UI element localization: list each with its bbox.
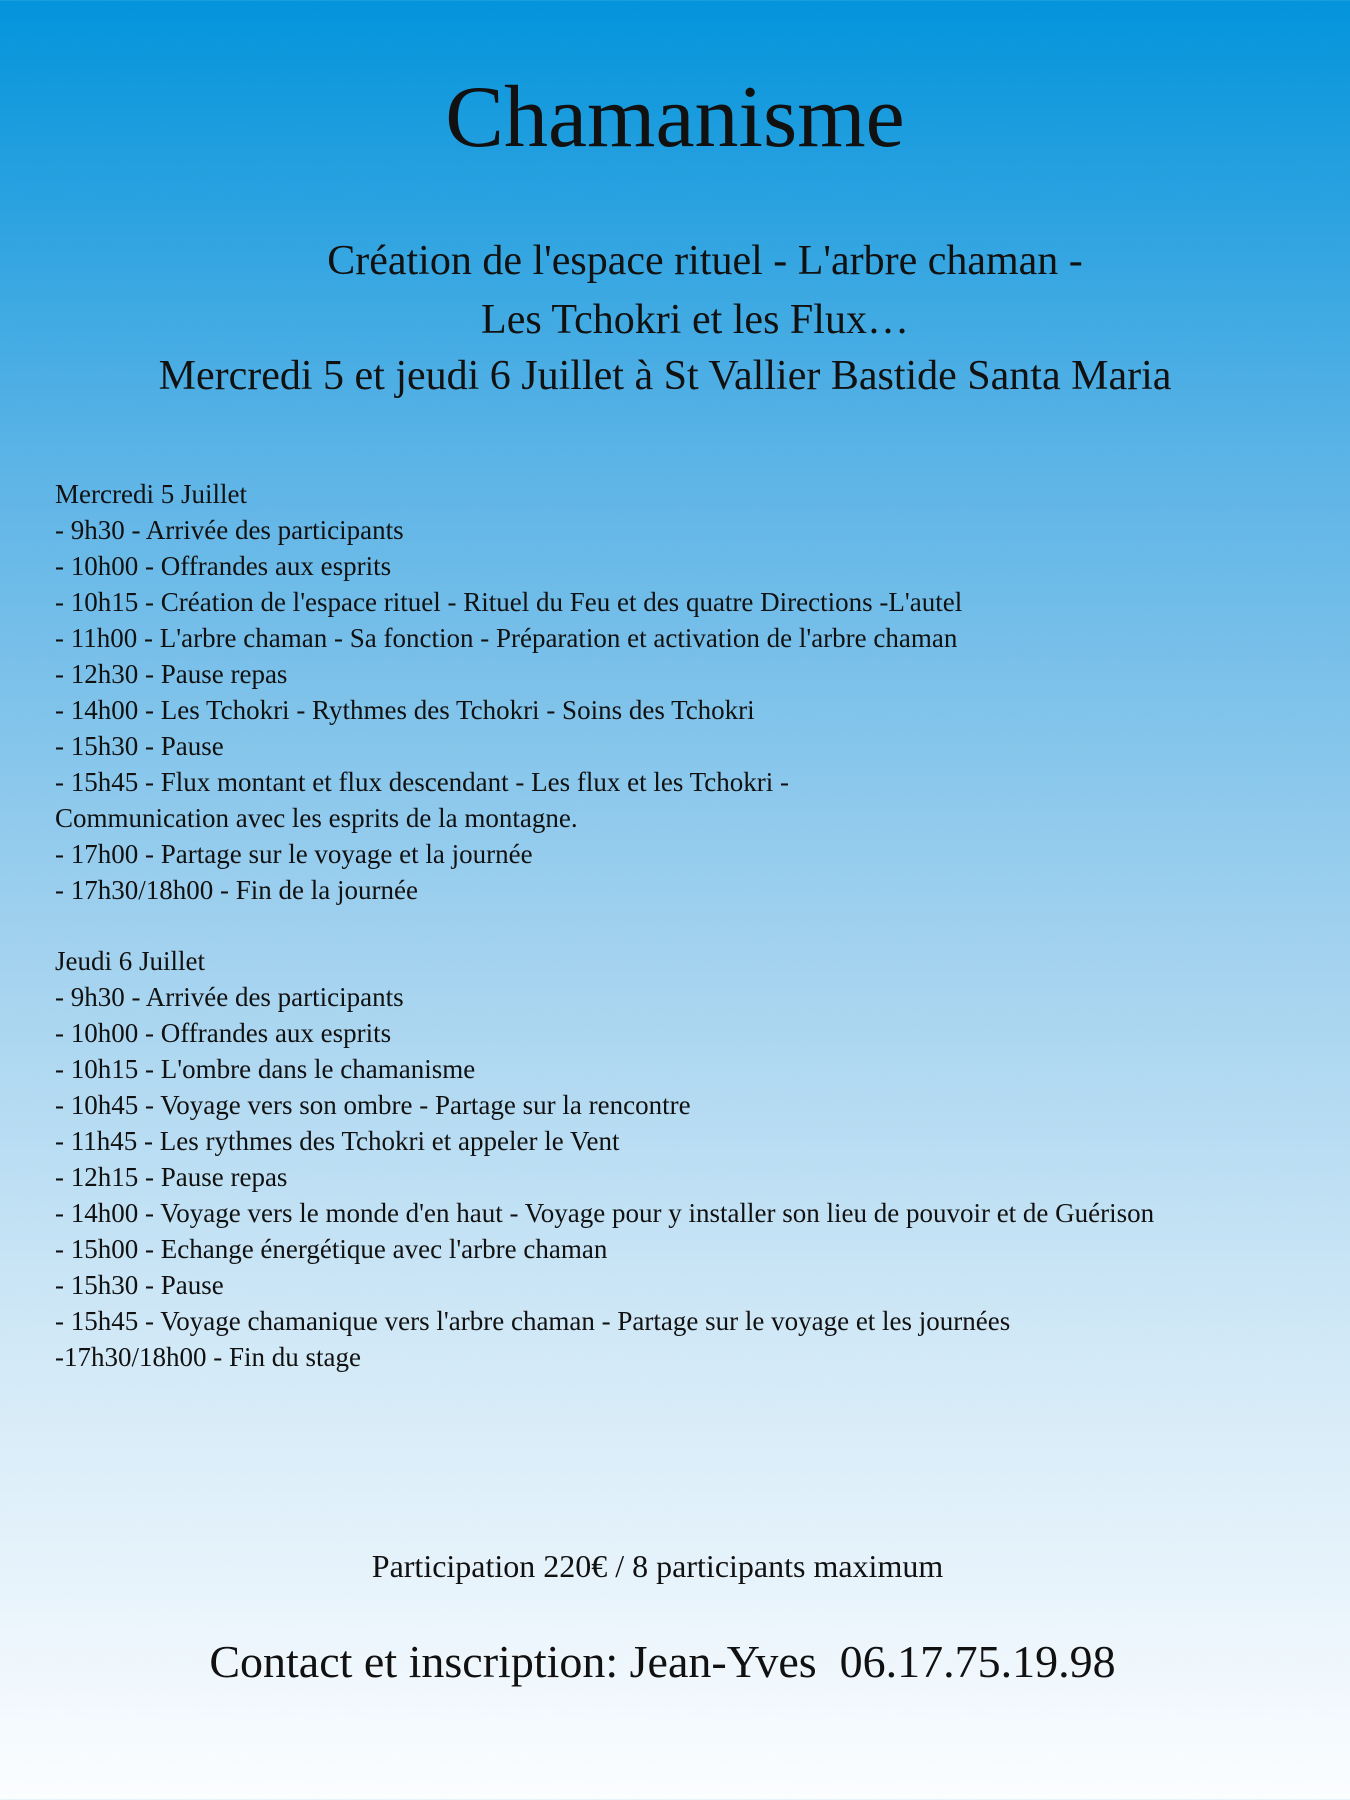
page-title: Chamanisme <box>445 69 905 166</box>
schedule-item: - 12h15 - Pause repas <box>55 1162 288 1192</box>
participation-info: Participation 220€ / 8 participants maximum <box>371 1548 944 1584</box>
schedule-item: - 15h30 - Pause <box>55 731 224 761</box>
schedule-item: - 10h15 - Création de l'espace rituel - Rituel du Feu et des quatre Directions -L'autel <box>55 587 963 617</box>
schedule-item: - 9h30 - Arrivée des participants <box>55 982 404 1012</box>
schedule-item: Communication avec les esprits de la montagne. <box>55 803 578 833</box>
schedule-item: - 15h45 - Voyage chamanique vers l'arbre chaman - Partage sur le voyage et les journées <box>55 1306 1011 1336</box>
schedule-item: - 12h30 - Pause repas <box>55 659 288 689</box>
schedule-item: - 15h45 - Flux montant et flux descendant - Les flux et les Tchokri - <box>55 767 789 797</box>
schedule-item: - 14h00 - Les Tchokri - Rythmes des Tchokri - Soins des Tchokri <box>55 695 755 725</box>
schedule-item: - 10h00 - Offrandes aux esprits <box>55 551 392 581</box>
schedule-item: - 17h00 - Partage sur le voyage et la journée <box>55 839 533 869</box>
subtitle-line-1: Création de l'espace rituel - L'arbre chaman - <box>327 238 1083 284</box>
schedule-day-2 <box>55 943 1325 1375</box>
schedule-item: - 10h00 - Offrandes aux esprits <box>55 1018 392 1048</box>
contact-info: Contact et inscription: Jean-Yves 06.17.75.19.98 <box>209 1636 1116 1687</box>
schedule-item: - 10h45 - Voyage vers son ombre - Partage sur la rencontre <box>55 1090 691 1120</box>
day-1-heading: Mercredi 5 Juillet <box>55 479 247 509</box>
schedule-item: - 15h30 - Pause <box>55 1270 224 1300</box>
event-dates-location: Mercredi 5 et jeudi 6 Juillet à St Vallier Bastide Santa Maria <box>158 353 1172 399</box>
schedule-item: - 14h00 - Voyage vers le monde d'en haut - Voyage pour y installer son lieu de pouvoir et de Guérison <box>55 1198 1155 1228</box>
schedule-item: - 11h00 - L'arbre chaman - Sa fonction - Préparation et activation de l'arbre chaman <box>55 623 958 653</box>
schedule-item: - 9h30 - Arrivée des participants <box>55 515 404 545</box>
subtitle-line-2: Les Tchokri et les Flux… <box>481 297 909 343</box>
schedule-item: - 15h00 - Echange énergétique avec l'arbre chaman <box>55 1234 608 1264</box>
schedule-day-1 <box>55 476 1325 908</box>
day-2-heading: Jeudi 6 Juillet <box>55 946 205 976</box>
schedule-item: - 10h15 - L'ombre dans le chamanisme <box>55 1054 476 1084</box>
schedule-item: - 17h30/18h00 - Fin de la journée <box>55 875 418 905</box>
schedule-item: - 11h45 - Les rythmes des Tchokri et appeler le Vent <box>55 1126 620 1156</box>
schedule-item: -17h30/18h00 - Fin du stage <box>55 1342 361 1372</box>
